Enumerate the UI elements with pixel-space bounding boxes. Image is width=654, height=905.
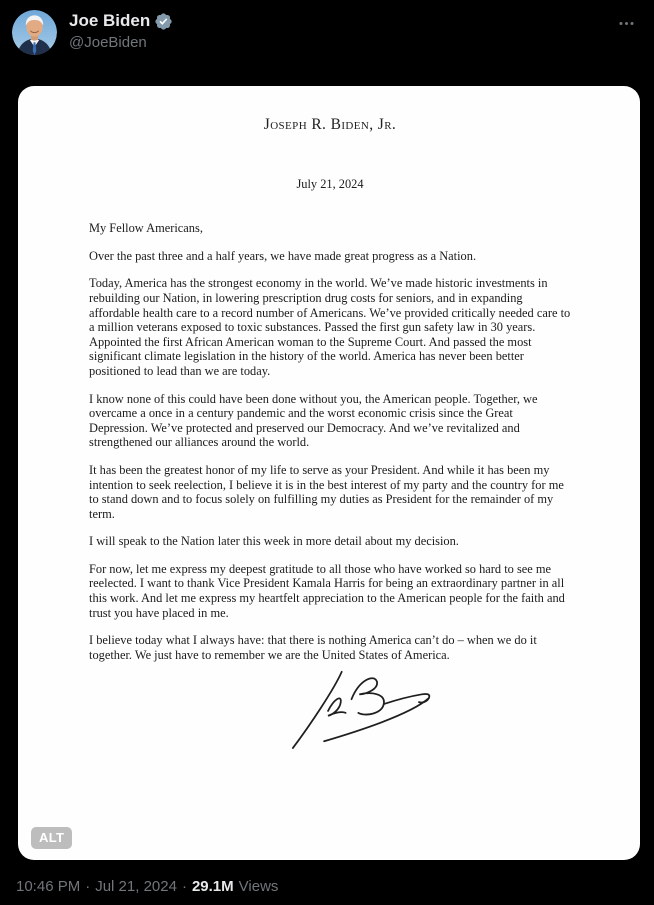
letter-body xyxy=(18,86,640,752)
author-handle[interactable]: @JoeBiden xyxy=(69,34,147,51)
tweet-header xyxy=(0,0,654,67)
tweet-timestamp xyxy=(16,878,278,895)
ellipsis-icon xyxy=(617,14,636,33)
letter-salutation: My Fellow Americans, xyxy=(89,221,203,236)
more-options-button[interactable] xyxy=(615,10,638,37)
letter-date: July 21, 2024 xyxy=(296,176,364,191)
separator-dot: · xyxy=(85,878,91,895)
views-count: 29.1M xyxy=(191,878,234,895)
timestamp-time: 10:46 PM xyxy=(16,878,81,895)
letter-paragraph: Today, America has the strongest economy in the world. We’ve made historic investments in rebuilding our Nation, in lowering prescription drug costs for seniors, and in expanding affordable health care to a record number of Americans. We’ve provided critically needed care to a million veterans exposed to toxic substances. Passed the first gun safety law in 30 years. Appointed the first African American woman to the Supreme Court. And passed the most significant climate legislation in the history of the world. America has never been better positioned to lead than we are today. xyxy=(89,276,571,378)
author-name[interactable]: Joe Biden xyxy=(69,11,151,30)
alt-badge[interactable]: ALT xyxy=(31,827,72,849)
avatar-illustration xyxy=(12,10,57,55)
handwritten-signature xyxy=(281,664,466,752)
letter-paragraph: I will speak to the Nation later this week in more detail about my decision. xyxy=(89,534,459,549)
letter-image-attachment[interactable] xyxy=(18,86,640,860)
letter-paragraph: Over the past three and a half years, we have made great progress as a Nation. xyxy=(89,248,477,263)
timestamp-date: Jul 21, 2024 xyxy=(95,878,177,895)
letter-paragraph: I believe today what I always have: that there is nothing America can’t do – when we do it together. We just have to remember we are the United States of America. xyxy=(89,633,537,662)
verified-badge-icon[interactable] xyxy=(154,12,173,31)
letter-paragraph: For now, let me express my deepest gratitude to all those who have worked so hard to see me reelected. I want to thank Vice President Kamala Harris for being an extraordinary partner in all this work. And let me express my heartfelt appreciation to the American people for the faith and trust you have placed in me. xyxy=(89,561,565,620)
letterhead: Joseph R. Biden, Jr. xyxy=(263,116,397,133)
letter-paragraph: I know none of this could have been done without you, the American people. Together, we overcame a once in a century pandemic and the worst economic crisis since the Great Depression. We’ve protected and preserved our Democracy. And we’ve revitalized and strengthened our alliances around the world. xyxy=(89,391,538,450)
views-label: Views xyxy=(238,878,279,895)
author-block xyxy=(69,10,173,51)
avatar[interactable] xyxy=(12,10,57,55)
separator-dot: · xyxy=(181,878,187,895)
letter-paragraph: It has been the greatest honor of my life to serve as your President. And while it has been my intention to seek reelection, I believe it is in the best interest of my party and the country for me to stand down and to focus solely on fulfilling my duties as President for the remainder of my term. xyxy=(89,462,564,521)
